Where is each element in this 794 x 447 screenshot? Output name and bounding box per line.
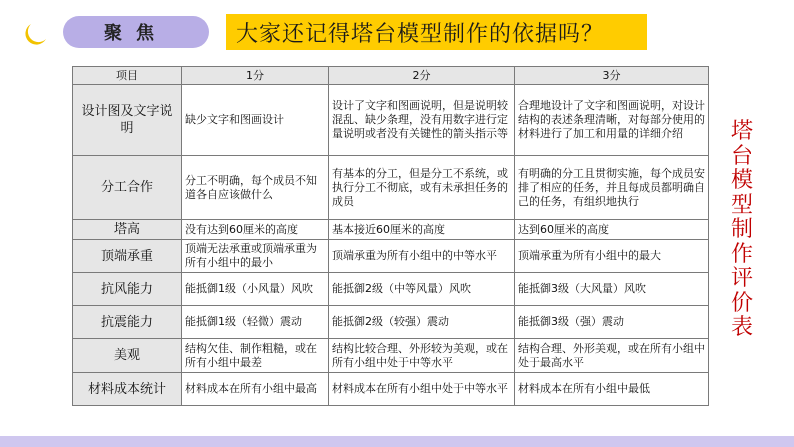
score-3-cell: 有明确的分工且贯彻实施，每个成员安排了相应的任务，并且每成员都明确自己的任务，有组织地执行: [515, 156, 709, 220]
score-2-cell: 顶端承重为所有小组中的中等水平: [329, 240, 515, 273]
score-1-cell: 没有达到60厘米的高度: [182, 220, 329, 240]
score-1-cell: 能抵御1级（轻微）震动: [182, 306, 329, 339]
column-header-item: 项目: [73, 67, 182, 85]
table-row: [73, 373, 709, 406]
score-3-cell: 达到60厘米的高度: [515, 220, 709, 240]
row-item-label: 美观: [73, 339, 182, 373]
table-row: [73, 156, 709, 220]
score-2-cell: 能抵御2级（中等风量）风吹: [329, 273, 515, 306]
row-item-label: 抗风能力: [73, 273, 182, 306]
score-3-cell: 合理地设计了文字和图画说明，对设计结构的表述条理清晰，对每部分使用的材料进行了加工和用量的详细介绍: [515, 85, 709, 156]
score-2-cell: 结构比较合理、外形较为美观，或在所有小组中处于中等水平: [329, 339, 515, 373]
row-item-label: 顶端承重: [73, 240, 182, 273]
table-row: [73, 273, 709, 306]
score-1-cell: 能抵御1级（小风量）风吹: [182, 273, 329, 306]
score-1-cell: 结构欠佳、制作粗糙，或在所有小组中最差: [182, 339, 329, 373]
score-2-cell: 基本接近60厘米的高度: [329, 220, 515, 240]
table-row: [73, 339, 709, 373]
score-2-cell: 能抵御2级（较强）震动: [329, 306, 515, 339]
score-1-cell: 缺少文字和图画设计: [182, 85, 329, 156]
page-title: 大家还记得塔台模型制作的依据吗？: [226, 14, 647, 50]
column-header-score-3: 3分: [515, 67, 709, 85]
row-item-label: 抗震能力: [73, 306, 182, 339]
score-1-cell: 分工不明确，每个成员不知道各自应该做什么: [182, 156, 329, 220]
evaluation-table: [72, 66, 709, 406]
focus-badge: 聚焦: [63, 16, 209, 48]
row-item-label: 塔高: [73, 220, 182, 240]
row-item-label: 设计图及文字说明: [73, 85, 182, 156]
table-row: [73, 306, 709, 339]
score-2-cell: 材料成本在所有小组中处于中等水平: [329, 373, 515, 406]
side-vertical-title: 塔台模型制作评价表: [730, 119, 753, 340]
score-1-cell: 顶端无法承重或顶端承重为所有小组中的最小: [182, 240, 329, 273]
score-3-cell: 能抵御3级（强）震动: [515, 306, 709, 339]
bottom-decor-band: [0, 436, 794, 447]
row-item-label: 分工合作: [73, 156, 182, 220]
table-row: [73, 85, 709, 156]
table-row: [73, 240, 709, 273]
score-2-cell: 有基本的分工，但是分工不系统，或执行分工不彻底，或有未承担任务的成员: [329, 156, 515, 220]
table-header-row: [73, 67, 709, 85]
score-2-cell: 设计了文字和图画说明，但是说明较混乱、缺少条理，没有用数字进行定量说明或者没有关键性的箭头指示等: [329, 85, 515, 156]
row-item-label: 材料成本统计: [73, 373, 182, 406]
column-header-score-1: 1分: [182, 67, 329, 85]
column-header-score-2: 2分: [329, 67, 515, 85]
score-1-cell: 材料成本在所有小组中最高: [182, 373, 329, 406]
table-row: [73, 220, 709, 240]
score-3-cell: 能抵御3级（大风量）风吹: [515, 273, 709, 306]
score-3-cell: 材料成本在所有小组中最低: [515, 373, 709, 406]
moon-icon: [22, 22, 48, 48]
score-3-cell: 结构合理、外形美观，或在所有小组中处于最高水平: [515, 339, 709, 373]
score-3-cell: 顶端承重为所有小组中的最大: [515, 240, 709, 273]
